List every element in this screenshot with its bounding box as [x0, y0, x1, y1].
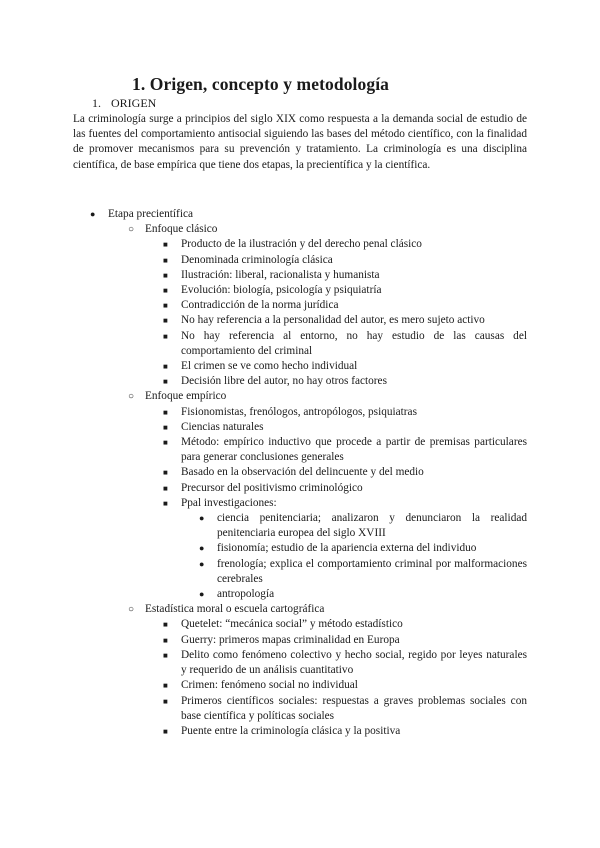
bullet-circle-icon: ○	[128, 604, 135, 616]
list-item: ■ El crimen se ve como hecho individual	[0, 359, 527, 374]
bullet-square-icon: ■	[163, 377, 168, 387]
bullet-square-icon: ■	[163, 726, 168, 736]
bullet-square-icon: ■	[163, 498, 168, 508]
bullet-disc-icon: ●	[199, 558, 205, 569]
list-item: ■ Ppal investigaciones:	[0, 496, 527, 511]
list-item: ■ Producto de la ilustración y del derecho penal clásico	[0, 237, 527, 252]
list-item: ■ Decisión libre del autor, no hay otros factores	[0, 374, 527, 389]
outline-list	[0, 207, 600, 739]
section-title: ORIGEN	[111, 96, 157, 110]
list-item: ■ Método: empírico inductivo que procede a partir de premisas particulares para generar conclusiones generales	[163, 436, 527, 464]
list-item: ■ Precursor del positivismo criminológico	[0, 481, 527, 496]
bullet-square-icon: ■	[163, 331, 168, 341]
list-item: ■ Delito como fenómeno colectivo y hecho social, regido por leyes naturales y requerido de un análisis cuantitativo	[163, 648, 527, 677]
list-item: ■ Evolución: biología, psicología y psiquiatría	[0, 283, 527, 298]
bullet-disc-icon: ●	[199, 513, 205, 524]
intro-paragraph: La criminología surge a principios del siglo XIX como respuesta a la demanda social de estudio de las fuentes del comportamiento antisocial siguiendo las bases del método científico, con la finalidad de promover mecanismos para su prevención y tratamiento. La criminología es una disciplina científica, de base empírica que tiene dos etapas, la precientífica y la científica.	[73, 113, 527, 171]
list-item: ■ No hay referencia al entorno, no hay estudio de las causas del comportamiento del criminal	[163, 329, 527, 357]
list-item: ■ Puente entre la criminología clásica y la positiva	[0, 724, 527, 739]
bullet-square-icon: ■	[163, 286, 168, 296]
bullet-square-icon: ■	[163, 650, 168, 660]
bullet-square-icon: ■	[163, 635, 168, 645]
bullet-disc-icon: ●	[90, 209, 96, 219]
bullet-disc-icon: ●	[199, 543, 205, 554]
bullet-square-icon: ■	[163, 681, 168, 691]
list-item: ● frenología; explica el comportamiento criminal por malformaciones cerebrales	[199, 557, 527, 585]
list-item: ■ Basado en la observación del delincuente y del medio	[0, 465, 527, 480]
list-item: ● fisionomía; estudio de la apariencia externa del individuo	[0, 541, 527, 556]
bullet-square-icon: ■	[163, 255, 168, 265]
bullet-square-icon: ■	[163, 468, 168, 478]
list-item: ■ Quetelet: “mecánica social” y método estadístico	[0, 617, 527, 632]
bullet-square-icon: ■	[163, 362, 168, 372]
list-item-etapa: ● Etapa precientífica	[0, 207, 527, 222]
bullet-circle-icon: ○	[128, 224, 135, 236]
page-title: 1. Origen, concepto y metodología	[132, 74, 390, 94]
list-item: ● antropología	[0, 587, 527, 602]
list-item: ● ciencia penitenciaria; analizaron y denunciaron la realidad penitenciaria europea del siglo XVIII	[199, 512, 527, 540]
bullet-square-icon: ■	[163, 422, 168, 432]
bullet-square-icon: ■	[163, 620, 168, 630]
list-item: ■ Denominada criminología clásica	[0, 253, 527, 268]
list-item: ■ Ilustración: liberal, racionalista y humanista	[0, 268, 527, 283]
bullet-square-icon: ■	[163, 407, 168, 417]
bullet-square-icon: ■	[163, 301, 168, 311]
list-item: ■ Crimen: fenómeno social no individual	[0, 678, 527, 693]
bullet-square-icon: ■	[163, 270, 168, 280]
list-item-empirico: ○ Enfoque empírico	[0, 389, 527, 404]
section-number: 1.	[92, 96, 101, 110]
list-item: ■ Ciencias naturales	[0, 420, 527, 435]
list-item: ■ Fisionomistas, frenólogos, antropólogos, psiquiatras	[0, 405, 527, 420]
bullet-square-icon: ■	[163, 696, 168, 706]
bullet-circle-icon: ○	[128, 391, 135, 403]
list-item-clasico: ○ Enfoque clásico	[0, 222, 527, 237]
list-item: ■ Contradicción de la norma jurídica	[0, 298, 527, 313]
list-item-estadistica: ○ Estadística moral o escuela cartográfica	[0, 602, 527, 617]
list-item: ■ No hay referencia a la personalidad del autor, es mero sujeto activo	[0, 313, 527, 328]
bullet-disc-icon: ●	[199, 589, 205, 600]
section-heading	[92, 96, 156, 111]
bullet-square-icon: ■	[163, 316, 168, 326]
bullet-square-icon: ■	[163, 438, 168, 448]
list-item: ■ Primeros científicos sociales: respuestas a graves problemas sociales con base científica y políticas sociales	[163, 694, 527, 722]
bullet-square-icon: ■	[163, 240, 168, 250]
bullet-square-icon: ■	[163, 483, 168, 493]
list-item: ■ Guerry: primeros mapas criminalidad en Europa	[0, 633, 527, 648]
